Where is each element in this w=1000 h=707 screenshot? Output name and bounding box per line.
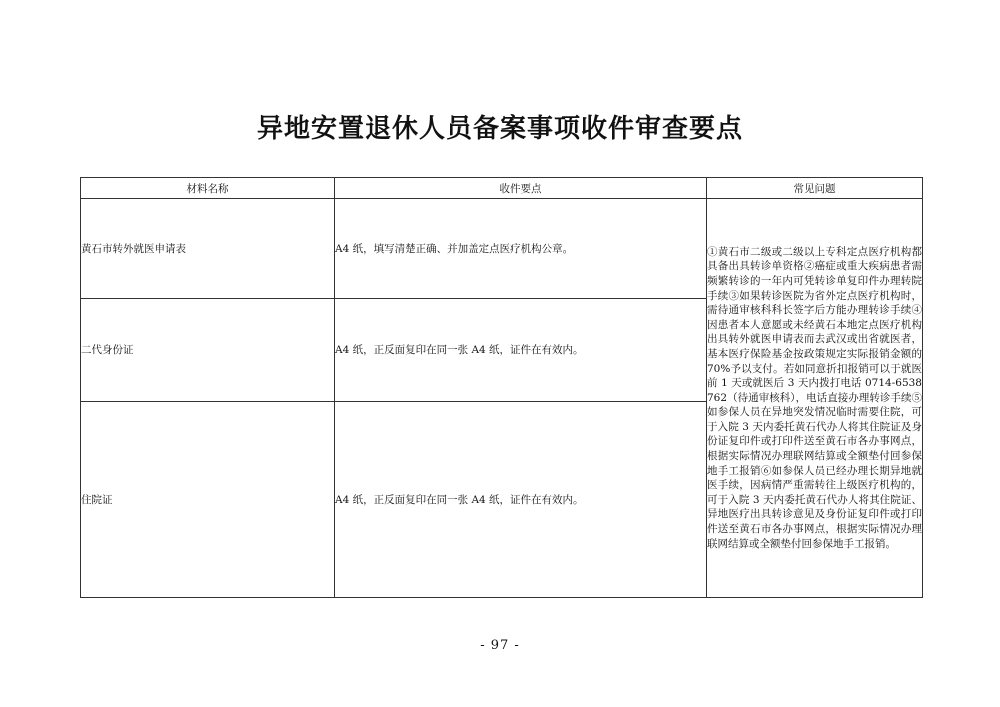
page-title: 异地安置退休人员备案事项收件审查要点 xyxy=(256,114,743,144)
material-name-cell: 住院证 xyxy=(81,402,335,598)
common-issues-cell: ①黄石市二级或二级以上专科定点医疗机构都具备出具转诊单资格②癌症或重大疾病患者需频繁转诊的一年内可凭转诊单复印件办理转院手续③如果转诊医院为省外定点医疗机构时，需待通审核科科长签字后方能办理转诊手续④因患者本人意愿或未经黄石本地定点医疗机构出具转外就医申请表而去武汉或出省就医者，基本医疗保险基金按政策规定实际报销金额的70%予以支付。若如同意折扣报销可以于就医前 1 天或就医后 3 天内拨打电话 0714-6538762（待通审核科），电话直接办理转诊手续⑤如参保人员在异地突发情况临时需要住院，可于入院 3 天内委托黄石代办人将其住院证及身份证复印件或打印件送至黄石市各办事网点，根据实际情况办理联网结算或全额垫付回参保地手工报销⑥如参保人员已经办理长期异地就医手续，因病情严重需转往上级医疗机构的，可于入院 3 天内委托黄石代办人将其住院证、异地医疗出具转诊意见及身份证复印件或打印件送至黄石市各办事网点，根据实际情况办理联网结算或全额垫付回参保地手工报销。 xyxy=(707,199,923,598)
table-row xyxy=(81,199,923,299)
material-name-cell: 二代身份证 xyxy=(81,299,335,402)
table-header-row xyxy=(81,178,923,199)
header-material-name: 材料名称 xyxy=(81,178,335,199)
material-name-cell: 黄石市转外就医申请表 xyxy=(81,199,335,299)
receipt-point-cell: A4 纸，正反面复印在同一张 A4 纸，证件在有效内。 xyxy=(335,299,707,402)
review-table xyxy=(80,177,923,598)
header-receipt-points: 收件要点 xyxy=(335,178,707,199)
receipt-point-cell: A4 纸，正反面复印在同一张 A4 纸，证件在有效内。 xyxy=(335,402,707,598)
receipt-point-cell: A4 纸，填写清楚正确、并加盖定点医疗机构公章。 xyxy=(335,199,707,299)
page-number: - 97 - xyxy=(480,638,520,653)
header-common-issues: 常见问题 xyxy=(707,178,923,199)
